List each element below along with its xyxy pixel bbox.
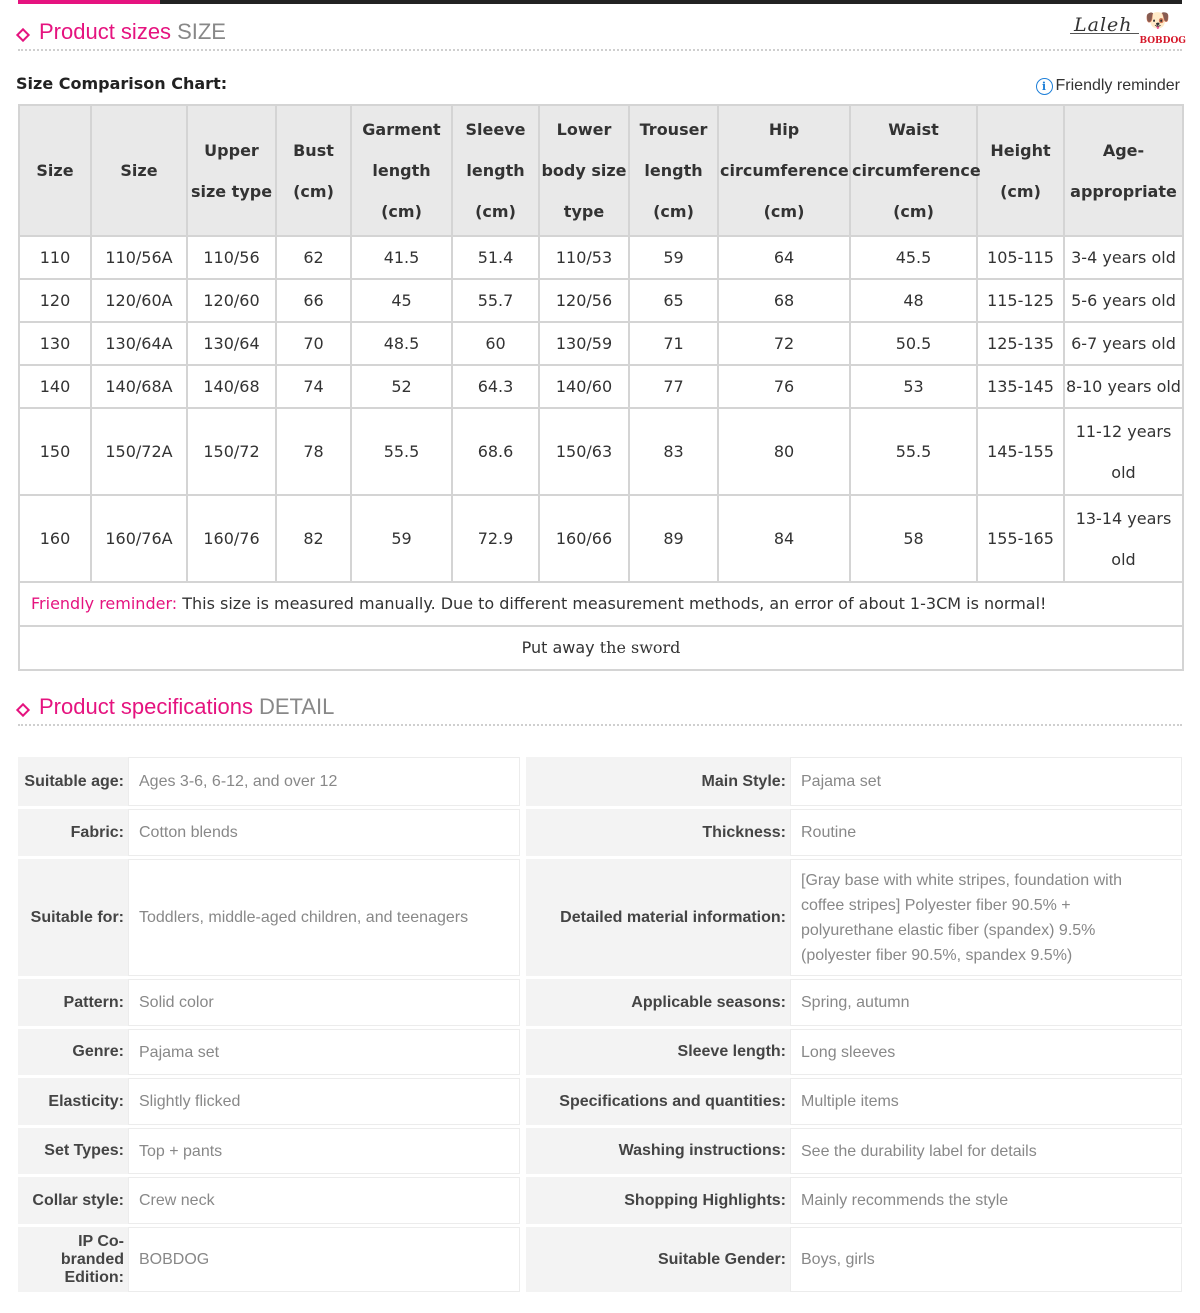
size-cell: 6-7 years old [1064,322,1183,365]
size-cell: 110 [19,236,91,279]
size-cell: 53 [850,365,977,408]
spec-row [18,1026,1182,1075]
size-cell: 89 [629,495,718,582]
spec-row [18,856,1182,976]
size-cell: 55.5 [351,408,452,495]
size-row [19,279,1183,322]
spec-value [790,979,1182,1026]
size-cell: 64.3 [452,365,539,408]
header-line: type [563,202,605,221]
size-cell: 110/56 [187,236,276,279]
size-cell: 55.5 [850,408,977,495]
header-line: (cm) [293,181,334,201]
size-footer-a: Put away [521,638,595,657]
size-note-row [19,582,1183,626]
header-line: Size [36,161,74,180]
header-line: (cm) [1000,181,1041,201]
size-cell: 140 [19,365,91,408]
header-line: (cm) [893,202,934,221]
size-cell: 120/56 [539,279,629,322]
header-line: size type [190,181,273,201]
spec-value [128,859,520,976]
size-column-header [91,105,187,236]
size-note [19,582,1183,626]
spec-value [790,859,1182,976]
spec-section-title-en: DETAIL [259,694,335,719]
spec-value-text: Toddlers, middle-aged children, and teenagers [128,859,520,976]
size-note-text: This size is measured manually. Due to different measurement methods, an error of about 1-3CM is normal! [177,594,1047,613]
size-cell: 140/68A [91,365,187,408]
dotted-divider [18,724,1182,726]
size-column-header [19,105,91,236]
size-cell: 55.7 [452,279,539,322]
size-cell: 115-125 [977,279,1064,322]
size-section-heading [18,19,1182,49]
size-cell: 150 [19,408,91,495]
size-cell: 140/60 [539,365,629,408]
header-line: Sleeve [465,120,526,139]
size-cell: 150/72A [91,408,187,495]
spec-value-text: Mainly recommends the style [790,1177,1182,1224]
size-cell: 155-165 [977,495,1064,582]
brand-logo [1074,8,1186,50]
size-cell: 130/59 [539,322,629,365]
spec-value-text: Boys, girls [790,1227,1182,1292]
diamond-icon [16,28,30,42]
size-cell: 77 [629,365,718,408]
header-line: length [466,161,525,180]
spec-row [18,757,1182,806]
spec-label: Sleeve length: [526,1029,790,1075]
spec-row [18,1075,1182,1125]
size-cell: 130/64 [187,322,276,365]
top-divider-accent [18,0,160,4]
size-cell: 13-14 years old [1064,495,1183,582]
spec-label: Thickness: [526,809,790,856]
size-cell: 59 [629,236,718,279]
spec-value-text: Top + pants [128,1128,520,1174]
header-line: length [644,161,703,180]
size-cell: 120/60 [187,279,276,322]
logo-signature: Laleh [1074,14,1133,36]
spec-grid [18,757,1182,1292]
size-cell: 125-135 [977,322,1064,365]
size-cell: 41.5 [351,236,452,279]
header-line: Age- [1102,140,1145,160]
spec-label: Genre: [18,1029,128,1075]
size-cell: 84 [718,495,850,582]
size-cell: 74 [276,365,351,408]
size-cell: 130/64A [91,322,187,365]
spec-value-text: [Gray base with white stripes, foundation with coffee stripes] Polyester fiber 90.5% + polyurethane elastic fiber (spandex) 9.5% (polyester fiber 90.5%, spandex 9.5%) [790,859,1182,976]
spec-label: IP Co-branded Edition: [18,1227,128,1292]
size-cell: 59 [351,495,452,582]
size-cell: 8-10 years old [1064,365,1183,408]
spec-label: Suitable age: [18,757,128,806]
size-cell: 82 [276,495,351,582]
spec-label: Set Types: [18,1128,128,1174]
spec-value [128,1177,520,1224]
size-cell: 135-145 [977,365,1064,408]
size-cell: 120/60A [91,279,187,322]
header-line: Garment [362,120,441,139]
header-line: body size [541,161,627,180]
size-cell: 62 [276,236,351,279]
size-cell: 150/63 [539,408,629,495]
spec-value-text: BOBDOG [128,1227,520,1292]
top-divider-bar [18,0,1182,4]
spec-value [128,979,520,1026]
size-cell: 160/76A [91,495,187,582]
spec-value-text: Routine [790,809,1182,856]
spec-label: Suitable Gender: [526,1227,790,1292]
spec-row [18,806,1182,856]
header-line: Upper [204,140,259,160]
size-column-header [718,105,850,236]
dotted-divider [18,49,1182,51]
size-cell: 80 [718,408,850,495]
friendly-reminder-label: Friendly reminder [1055,77,1180,94]
size-cell: 110/56A [91,236,187,279]
size-cell: 145-155 [977,408,1064,495]
spec-value-text: Ages 3-6, 6-12, and over 12 [128,757,520,806]
size-section-title: Product sizes SIZE [39,19,226,44]
header-line: (cm) [653,202,694,221]
size-cell: 105-115 [977,236,1064,279]
header-line: Height [990,140,1051,160]
spec-value [128,1227,520,1292]
size-cell: 160/66 [539,495,629,582]
size-cell: 76 [718,365,850,408]
size-cell: 160 [19,495,91,582]
size-cell: 110/53 [539,236,629,279]
header-line: (cm) [763,202,805,221]
size-cell: 48 [850,279,977,322]
header-line: Size [120,161,158,180]
logo-brand: BOBDOG [1139,36,1186,46]
size-section-title-en: SIZE [177,19,226,44]
size-cell: 70 [276,322,351,365]
size-cell: 66 [276,279,351,322]
size-footer-b: the sword [599,638,681,657]
spec-label: Elasticity: [18,1078,128,1125]
size-table-header-row [19,105,1183,236]
spec-label: Collar style: [18,1177,128,1224]
size-cell: 65 [629,279,718,322]
spec-value-text: Slightly flicked [128,1078,520,1125]
size-row [19,408,1183,495]
spec-value [128,1078,520,1125]
spec-value-text: Spring, autumn [790,979,1182,1026]
spec-label: Main Style: [526,757,790,806]
spec-section-heading [18,694,1182,724]
header-line: (cm) [475,202,516,221]
spec-row [18,976,1182,1026]
size-cell: 120 [19,279,91,322]
size-cell: 64 [718,236,850,279]
spec-value [790,1177,1182,1224]
size-chart-label: Size Comparison Chart: [16,74,228,93]
size-footer-row [19,626,1183,670]
friendly-reminder-link[interactable] [1036,77,1180,95]
size-cell: 48.5 [351,322,452,365]
spec-label: Washing instructions: [526,1128,790,1174]
size-column-header [187,105,276,236]
spec-value [128,809,520,856]
size-column-header [452,105,539,236]
spec-value [790,1029,1182,1075]
diamond-icon [16,703,30,717]
size-comparison-table [18,104,1184,671]
size-cell: 160/76 [187,495,276,582]
header-line: Hip [768,120,800,139]
spec-value-text: Cotton blends [128,809,520,856]
spec-value [790,1128,1182,1174]
size-column-header [1064,105,1183,236]
spec-value [128,757,520,806]
header-line: length (cm) [372,161,431,221]
spec-row [18,1224,1182,1292]
size-cell: 3-4 years old [1064,236,1183,279]
size-cell: 58 [850,495,977,582]
size-column-header [629,105,718,236]
spec-value-text: Long sleeves [790,1029,1182,1075]
spec-label: Specifications and quantities: [526,1078,790,1125]
spec-value-text: Pajama set [790,757,1182,806]
spec-value [128,1029,520,1075]
spec-section-title: Product specifications DETAIL [39,694,335,719]
size-cell: 78 [276,408,351,495]
spec-value [128,1128,520,1174]
size-column-header [850,105,981,236]
spec-value-text: Pajama set [128,1029,520,1075]
spec-value-text: Crew neck [128,1177,520,1224]
size-cell: 130 [19,322,91,365]
size-row [19,236,1183,279]
info-icon: i [1036,78,1053,95]
size-cell: 60 [452,322,539,365]
size-cell: 68.6 [452,408,539,495]
size-column-header [977,105,1064,236]
size-cell: 51.4 [452,236,539,279]
header-line: Trouser [639,120,708,139]
size-cell: 150/72 [187,408,276,495]
size-row [19,495,1183,582]
size-column-header [351,105,452,236]
spec-row [18,1125,1182,1174]
size-cell: 71 [629,322,718,365]
size-cell: 140/68 [187,365,276,408]
spec-value [790,809,1182,856]
size-cell: 5-6 years old [1064,279,1183,322]
size-footer [19,626,1183,670]
spec-value-text: Multiple items [790,1078,1182,1125]
spec-label: Shopping Highlights: [526,1177,790,1224]
header-line: circumference [852,161,981,180]
size-cell: 72 [718,322,850,365]
size-row [19,322,1183,365]
size-column-header [276,105,351,236]
size-cell: 50.5 [850,322,977,365]
spec-label: Applicable seasons: [526,979,790,1026]
size-cell: 45 [351,279,452,322]
size-cell: 11-12 years old [1064,408,1183,495]
size-cell: 83 [629,408,718,495]
spec-value [790,1078,1182,1125]
spec-label: Pattern: [18,979,128,1026]
dog-mascot-icon: 🐶 [1145,8,1170,32]
spec-value [790,757,1182,806]
size-row [19,365,1183,408]
header-line: appropriate [1070,181,1177,201]
spec-label: Suitable for: [18,859,128,976]
spec-row [18,1174,1182,1224]
spec-label: Detailed material information: [526,859,790,976]
size-note-label: Friendly reminder: [31,594,178,613]
spec-value [790,1227,1182,1292]
size-cell: 52 [351,365,452,408]
spec-value-text: See the durability label for details [790,1128,1182,1174]
size-cell: 68 [718,279,850,322]
header-line: Waist [888,120,939,139]
header-line: Lower [556,120,612,139]
spec-value-text: Solid color [128,979,520,1026]
spec-label: Fabric: [18,809,128,856]
header-line: circumference [720,161,849,180]
header-line: Bust [293,140,334,160]
size-cell: 72.9 [452,495,539,582]
size-column-header [539,105,629,236]
size-cell: 45.5 [850,236,977,279]
